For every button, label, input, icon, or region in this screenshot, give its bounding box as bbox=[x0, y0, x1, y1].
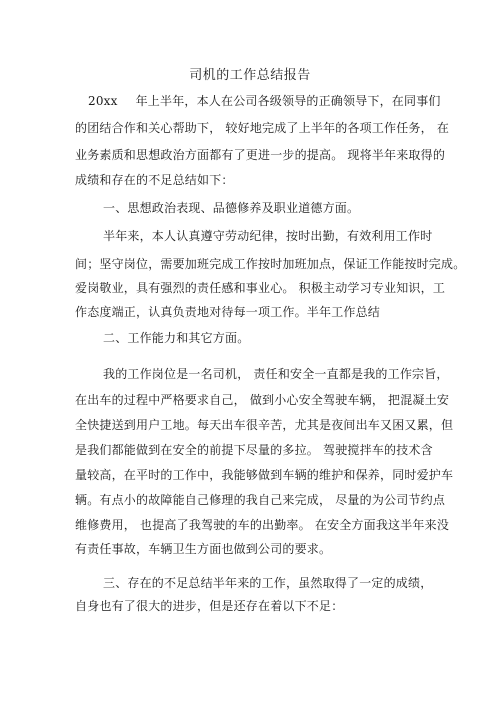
paragraph-line: 有责任事故，车辆卫生方面也做到公司的要求。 bbox=[75, 542, 332, 556]
paragraph-line: 作态度端正，认真负责地对待每一项工作。半年工作总结 bbox=[75, 305, 381, 319]
paragraph-line: 业务素质和思想政治方面都有了更进一步的提高。 现将半年来取得的 bbox=[75, 148, 446, 162]
paragraph-line: 成绩和存在的不足总结如下： bbox=[75, 173, 234, 187]
paragraph-line: 全快捷送到用户工地。每天出车很辛苦，尤其是夜间出车又困又累，但 bbox=[75, 418, 454, 432]
section-heading: 二、工作能力和其它方面。 bbox=[103, 331, 250, 345]
document-title: 司机的工作总结报告 bbox=[189, 68, 311, 83]
paragraph-line: 爱岗敬业，具有强烈的责任感和事业心。 积极主动学习专业知识，工 bbox=[75, 281, 446, 295]
paragraph-line bbox=[88, 93, 441, 109]
paragraph-line: 维修费用， 也提高了我驾驶的车的出勤率。 在安全方面我这半年来没 bbox=[75, 518, 450, 532]
section-heading: 三、存在的不足总结半年来的工作，虽然取得了一定的成绩， bbox=[103, 576, 433, 590]
paragraph-line: 辆。有点小的故障能自己修理的我自己来完成， 尽量的为公司节约点 bbox=[75, 493, 446, 507]
paragraph-line: 的团结合作和关心帮助下， 较好地完成了上半年的各项工作任务， 在 bbox=[75, 121, 450, 135]
paragraph-line: 量较高，在平时的工作中，我能够做到车辆的维护和保养，同时爱护车 bbox=[75, 468, 454, 482]
year-text: 20xx bbox=[88, 94, 118, 108]
paragraph-line: 我的工作岗位是一名司机， 责任和安全一直都是我的工作宗旨， bbox=[103, 367, 449, 381]
line-text: 年上半年，本人在公司各级领导的正确领导下，在同事们 bbox=[135, 94, 441, 108]
paragraph-line: 自身也有了很大的进步，但是还存在着以下不足： bbox=[75, 599, 344, 613]
paragraph-line: 是我们都能做到在安全的前提下尽量的多拉。 驾驶搅拌车的技术含 bbox=[75, 443, 433, 457]
paragraph-line: 半年来，本人认真遵守劳动纪律，按时出勤，有效利用工作时 bbox=[103, 229, 433, 243]
section-heading: 一、思想政治表现、品德修养及职业道德方面。 bbox=[103, 201, 360, 215]
paragraph-line: 间；坚守岗位，需要加班完成工作按时加班加点，保证工作能按时完成。 bbox=[75, 257, 466, 271]
paragraph-line: 在出车的过程中严格要求自己， 做到小心安全驾驶车辆， 把混凝土安 bbox=[75, 393, 450, 407]
